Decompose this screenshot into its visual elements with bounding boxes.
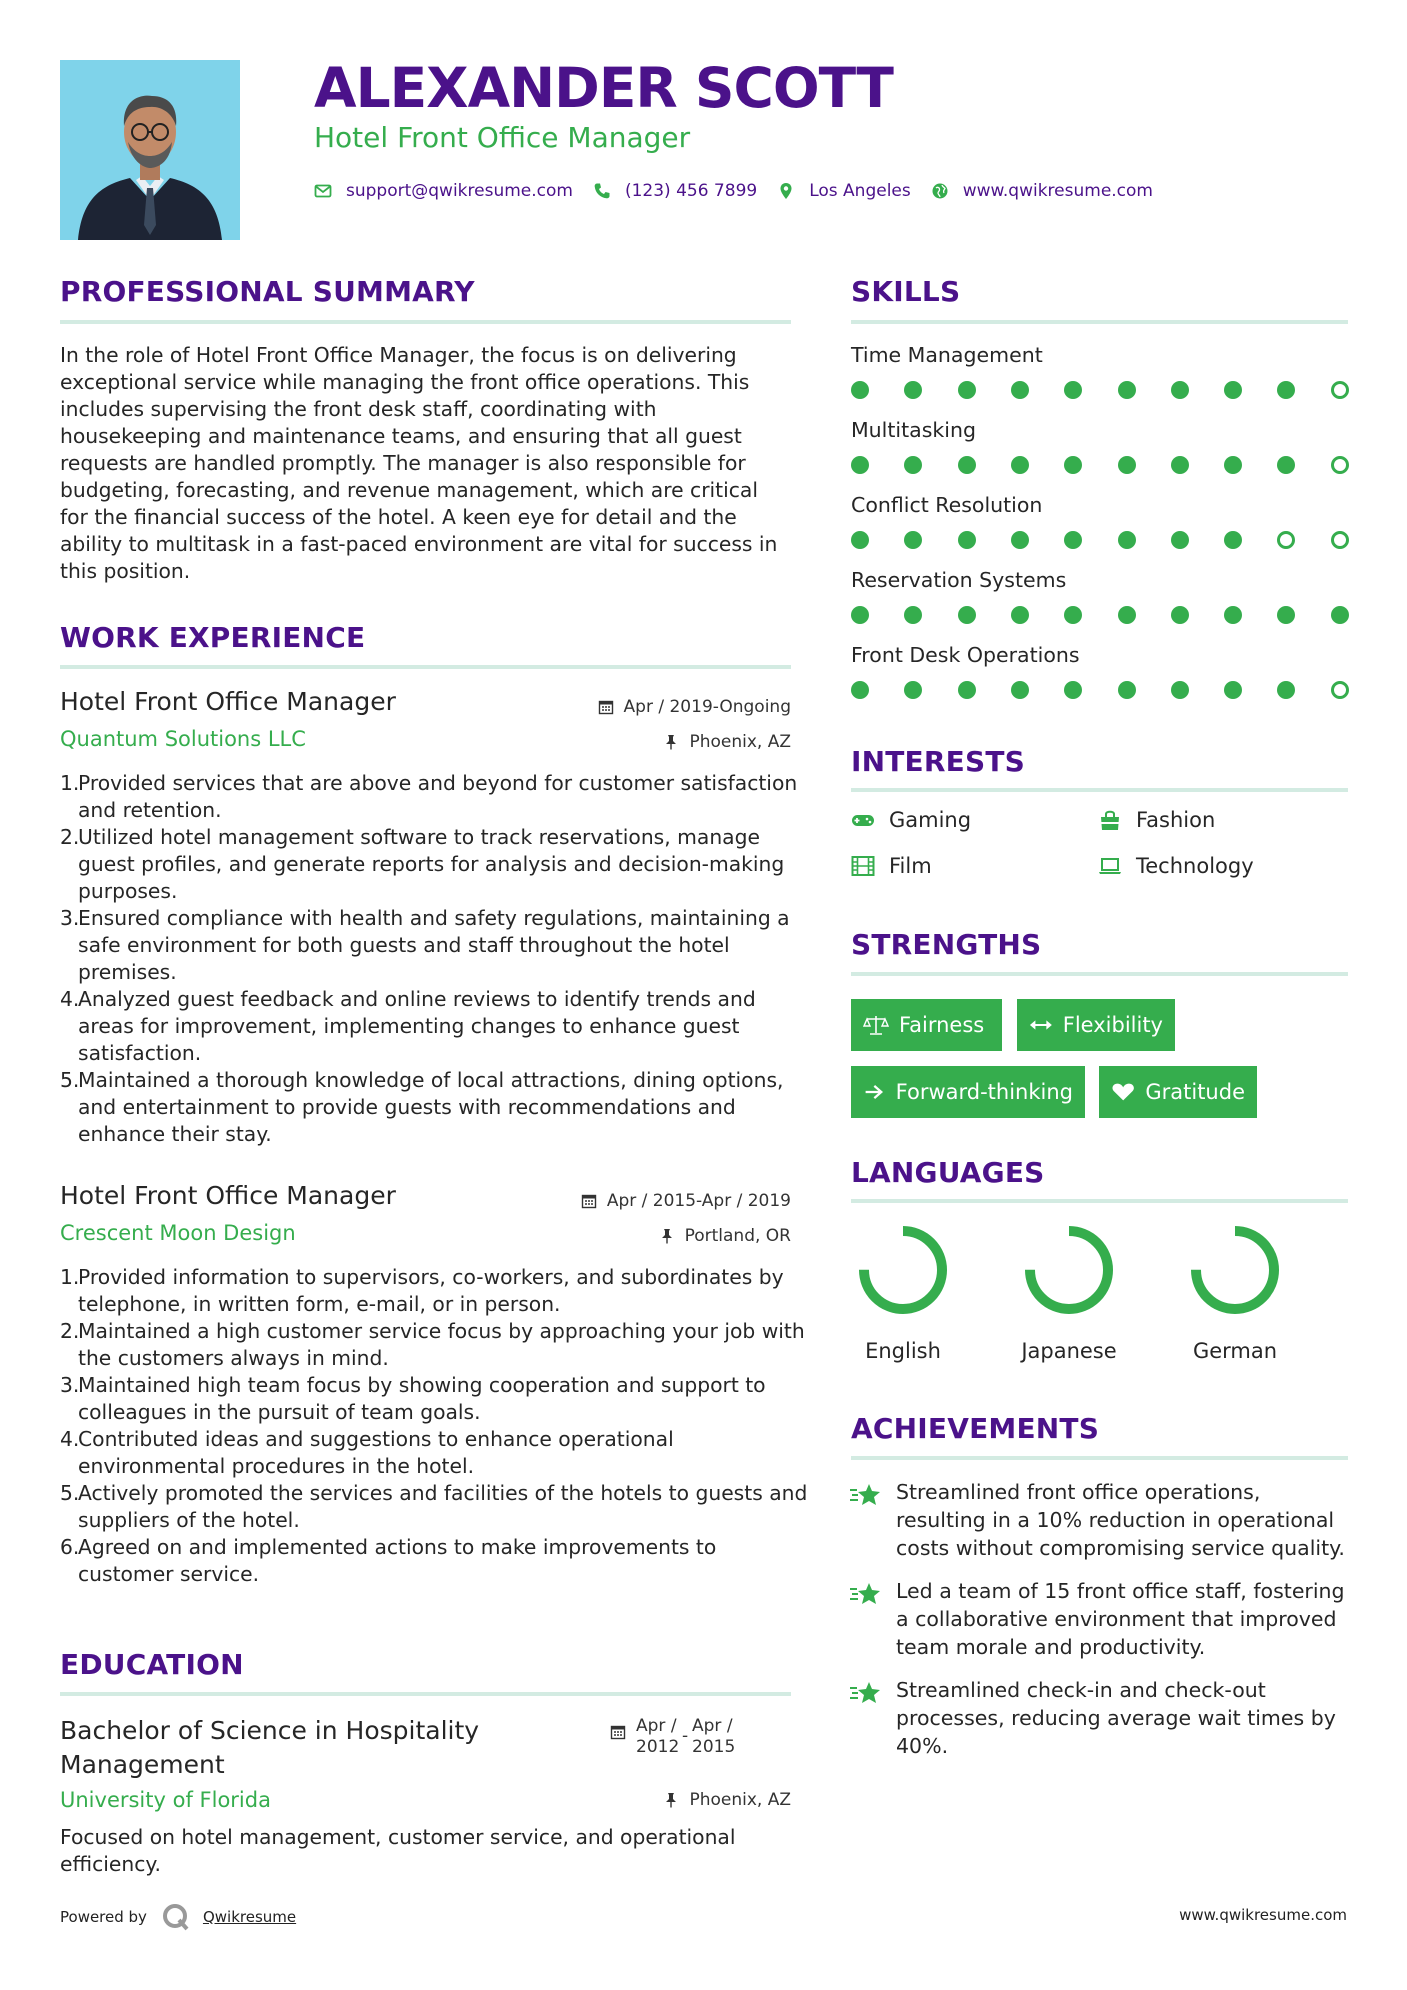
footer-powered [60,1902,296,1932]
achievements-heading: ACHIEVEMENTS [851,1412,1100,1445]
experience-heading: WORK EXPERIENCE [60,621,366,654]
skill-dot [1064,381,1082,399]
skill-dot [851,381,869,399]
date-dash: - [682,1726,689,1746]
skill-dot [1277,456,1295,474]
strength-fairness [851,999,1002,1051]
qwikresume-link[interactable]: Qwikresume [202,1908,297,1926]
job-dates [598,697,791,717]
interests-divider [851,788,1348,792]
profile-photo [60,60,240,240]
education-start [636,1716,682,1758]
skill-dot [1011,531,1029,549]
skill-dot [904,456,922,474]
skill-dot [1331,681,1349,699]
interest-label: Fashion [1136,808,1216,832]
interest-label: Technology [1136,854,1254,878]
skill-dot [1011,456,1029,474]
phone-text: (123) 456 7899 [624,181,758,201]
skill-dot [851,531,869,549]
skill-dot [1277,381,1295,399]
skill-dot [904,606,922,624]
skill-dot [1118,606,1136,624]
skill-dot [958,606,976,624]
education-divider [60,1692,791,1696]
degree-line: Management [60,1750,225,1779]
job-location-text: Portland, OR [684,1226,791,1246]
star-icon [849,1679,883,1707]
experience-divider [60,665,791,669]
contact-email[interactable] [314,181,573,201]
languages-divider [851,1199,1348,1203]
job-company: Crescent Moon Design [60,1221,296,1245]
skill-dot [1224,531,1242,549]
skill-dot [1171,606,1189,624]
education-heading: EDUCATION [60,1648,244,1681]
skill-label: Time Management [851,343,1043,367]
job-dates-text: Apr / 2019-Ongoing [623,697,791,717]
skill-dot [1277,606,1295,624]
skill-dot [1118,681,1136,699]
language-label: English [865,1339,941,1363]
calendar-icon [610,1724,626,1740]
achievement-item: Led a team of 15 front office staff, fostering a collaborative environment that improved team morale and productivity. [896,1579,1345,1659]
phone-icon [593,182,611,200]
school-name: University of Florida [60,1788,271,1812]
skill-label: Multitasking [851,418,976,442]
skill-dot [1171,531,1189,549]
job-dates-text: Apr / 2015-Apr / 2019 [606,1191,791,1211]
skill-dot [1331,456,1349,474]
interest-fashion [1098,808,1215,832]
language-ring-arc [1030,1231,1108,1309]
skill-dot [1118,381,1136,399]
skill-dot [1224,456,1242,474]
skill-dot [1064,456,1082,474]
job-location [663,732,791,752]
job-title: Hotel Front Office Manager [60,687,396,716]
job-location [659,1226,791,1246]
skill-dot [1118,531,1136,549]
list-item: 1. Provided services that are above and beyond for customer satisfaction and retention. [60,771,798,822]
skills-heading: SKILLS [851,275,961,308]
list-item: 3. Ensured compliance with health and safety regulations, maintaining a safe environment for both guests and staff throughout the hotel premises. [60,906,790,984]
email-text: support@qwikresume.com [346,181,573,201]
footer-website[interactable]: www.qwikresume.com [1179,1906,1347,1924]
shopping-bag-icon [1098,809,1122,831]
calendar-icon [598,699,614,715]
calendar-icon [581,1193,597,1209]
pushpin-icon [659,1228,675,1244]
skill-dot [1064,606,1082,624]
skill-dot [1224,381,1242,399]
interest-label: Film [889,854,932,878]
star-icon [849,1580,883,1608]
list-item: 6. Agreed on and implemented actions to make improvements to customer service. [60,1535,717,1586]
summary-text: In the role of Hotel Front Office Manager, the focus is on delivering exceptional service while managing the front office operations. This includes supervising the front desk staff, coordinating with housekeeping and maintenance teams, and ensuring that all guest requests are handled promptly. The manager is also responsible for budgeting, forecasting, and revenue management, which are critical for the financial success of the hotel. A keen eye for detail and the ability to multitask in a fast-paced environment are vital for success in this position. [60,343,778,583]
job-bullets [60,1264,809,1588]
skill-dot [851,456,869,474]
skill-dot [958,681,976,699]
heart-icon [1111,1081,1135,1103]
job-location-text: Phoenix, AZ [689,732,791,752]
list-item: 2. Maintained a high customer service focus by approaching your job with the customers always in mind. [60,1319,805,1370]
start-year: 2012 [636,1737,680,1757]
summary-divider [60,320,791,324]
skill-dot [1331,531,1349,549]
interest-label: Gaming [889,808,972,832]
language-proficiency-ring [1019,1220,1119,1320]
skill-dot [1277,531,1295,549]
skill-dot [1064,531,1082,549]
skill-dot [1224,681,1242,699]
strength-label: Fairness [899,1013,985,1037]
list-item: 5. Actively promoted the services and facilities of the hotels to guests and suppliers of the hotel. [60,1481,808,1532]
qwikresume-logo-icon [161,1902,191,1932]
contact-location [777,181,911,201]
end-month: Apr / [692,1716,733,1736]
strength-flexibility [1017,999,1175,1051]
degree-title [60,1714,479,1782]
skill-dot [1331,381,1349,399]
envelope-icon [314,182,332,200]
job-company: Quantum Solutions LLC [60,727,306,751]
interest-gaming [851,808,971,832]
strengths-divider [851,972,1348,976]
contact-website[interactable] [931,181,1153,201]
star-icon [849,1481,883,1509]
list-item: 4. Analyzed guest feedback and online reviews to identify trends and areas for improvement, implementing changes to enhance guest satisfaction. [60,987,756,1065]
skill-dot [958,456,976,474]
skill-dot [851,681,869,699]
skill-dot [1011,681,1029,699]
skill-dot [851,606,869,624]
strength-label: Flexibility [1062,1013,1163,1037]
education-end [692,1716,742,1758]
skill-dot [1011,606,1029,624]
language-label: Japanese [1021,1339,1117,1363]
job-dates [581,1191,791,1211]
skill-dot [1118,456,1136,474]
strengths-heading: STRENGTHS [851,928,1042,961]
skill-label: Reservation Systems [851,568,1067,592]
balance-scale-icon [863,1014,889,1036]
education-description: Focused on hotel management, customer service, and operational efficiency. [60,1825,736,1876]
start-month: Apr / [636,1716,677,1736]
summary-heading: PROFESSIONAL SUMMARY [60,275,475,308]
skills-divider [851,320,1348,324]
globe-icon [931,182,949,200]
language-proficiency-ring [853,1220,953,1320]
pushpin-icon [663,1792,679,1808]
list-item: 2. Utilized hotel management software to track reservations, manage guest profiles, and generate reports for analysis and decision-making purposes. [60,825,785,903]
skill-dot [904,381,922,399]
skill-dot [1171,381,1189,399]
skill-label: Conflict Resolution [851,493,1043,517]
skill-dot [1171,681,1189,699]
strength-label: Gratitude [1145,1080,1245,1104]
skill-dot [1064,681,1082,699]
end-year: 2015 [692,1737,736,1757]
skill-dot [1277,681,1295,699]
education-location-text: Phoenix, AZ [689,1790,791,1810]
skill-dot [1171,456,1189,474]
candidate-title: Hotel Front Office Manager [314,121,691,154]
arrows-horizontal-icon [1029,1014,1053,1036]
interest-technology [1098,854,1254,878]
education-location [663,1790,791,1810]
candidate-name: ALEXANDER SCOTT [314,56,893,120]
job-title: Hotel Front Office Manager [60,1181,396,1210]
laptop-icon [1098,855,1122,877]
map-pin-icon [777,182,795,200]
achievement-item: Streamlined check-in and check-out processes, reducing average wait times by 40%. [896,1678,1336,1758]
film-icon [851,855,875,877]
skill-dot [1224,606,1242,624]
degree-line: Bachelor of Science in Hospitality [60,1716,480,1745]
education-dates [610,1716,742,1758]
languages-heading: LANGUAGES [851,1156,1045,1189]
pushpin-icon [663,734,679,750]
contact-phone[interactable] [593,181,757,201]
job-bullets [60,770,809,1148]
skill-dot [904,531,922,549]
location-text: Los Angeles [809,181,911,201]
interests-heading: INTERESTS [851,745,1025,778]
skill-dot [1011,381,1029,399]
list-item: 4. Contributed ideas and suggestions to enhance operational environmental procedures in the hotel. [60,1427,674,1478]
contact-bar [314,176,1173,206]
skill-dot [904,681,922,699]
language-proficiency-ring [1185,1220,1285,1320]
skill-label: Front Desk Operations [851,643,1080,667]
list-item: 3. Maintained high team focus by showing cooperation and support to colleagues in the pursuit of team goals. [60,1373,766,1424]
skill-dot [958,531,976,549]
achievement-item: Streamlined front office operations, resulting in a 10% reduction in operational costs without compromising service quality. [896,1480,1345,1560]
skill-dot [958,381,976,399]
list-item: 5. Maintained a thorough knowledge of local attractions, dining options, and entertainment to provide guests with recommendations and enhance their stay. [60,1068,784,1146]
language-label: German [1192,1339,1278,1363]
achievements-divider [851,1456,1348,1460]
interest-film [851,854,932,878]
language-ring-arc [1196,1231,1274,1309]
strength-forward-thinking [851,1066,1085,1118]
strength-label: Forward-thinking [895,1080,1073,1104]
skill-dot [1331,606,1349,624]
arrow-right-icon [863,1081,886,1103]
list-item: 1. Provided information to supervisors, co-workers, and subordinates by telephone, in written form, e-mail, or in person. [60,1265,784,1316]
powered-by-label: Powered by [60,1908,147,1926]
strength-gratitude [1099,1066,1257,1118]
language-ring-arc [864,1231,942,1309]
gamepad-icon [851,809,875,831]
website-text: www.qwikresume.com [962,181,1153,201]
